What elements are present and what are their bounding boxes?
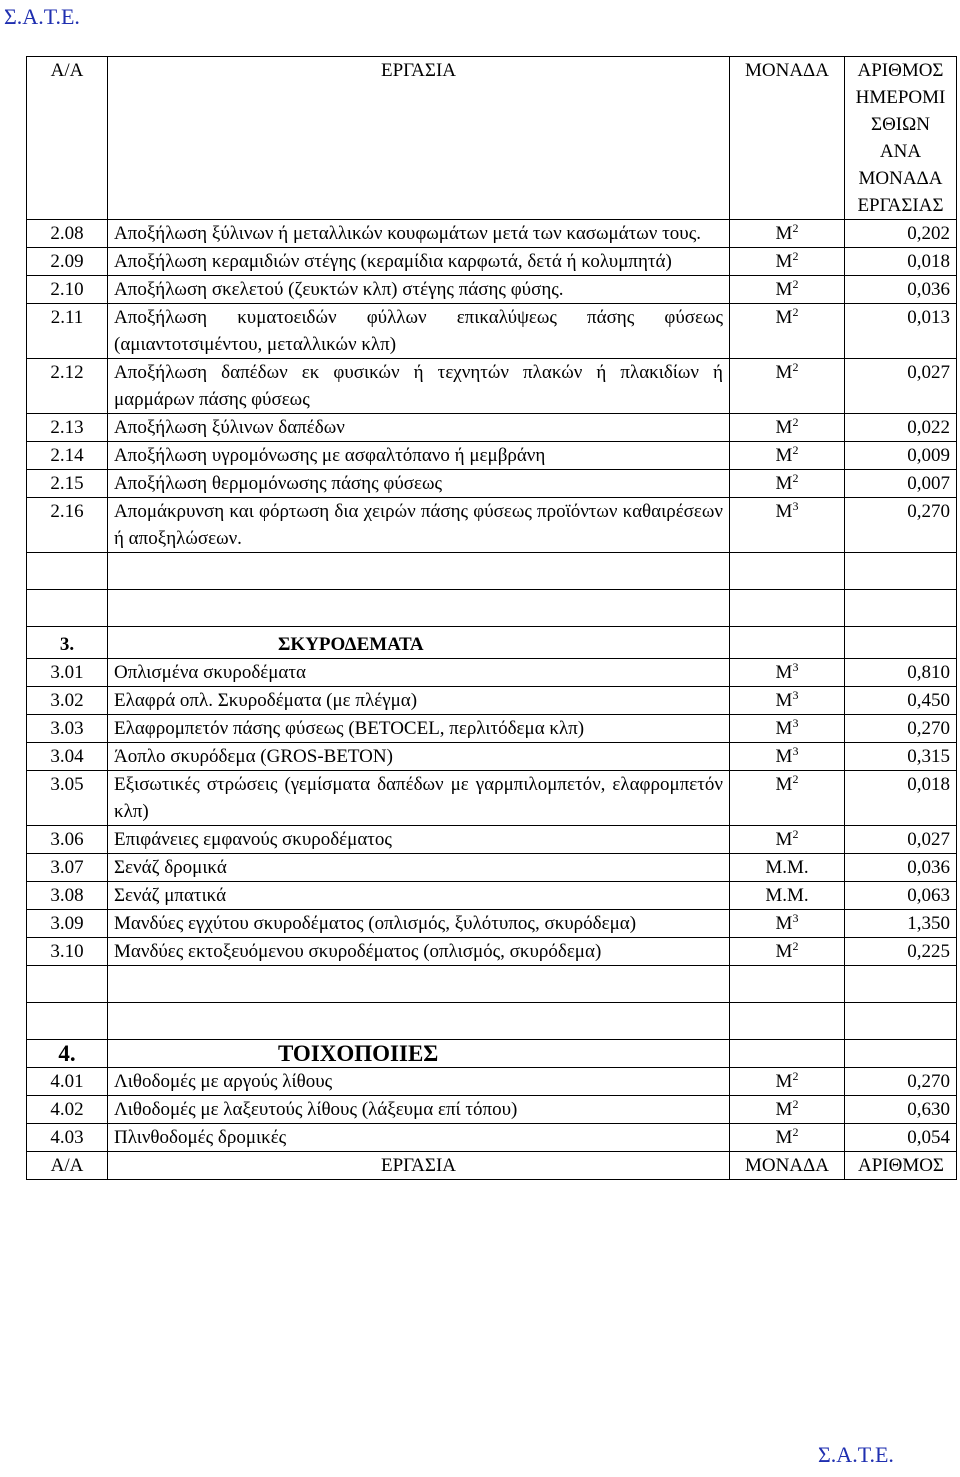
table-row (27, 1096, 957, 1124)
row-value: 0,630 (845, 1096, 957, 1124)
row-unit (730, 1068, 845, 1096)
unit-label: Μ (775, 279, 793, 300)
row-unit (730, 359, 845, 414)
unit-label: Μ (775, 913, 793, 934)
row-work: Λιθοδομές με αργούς λίθους (108, 1068, 730, 1096)
row-value: 0,450 (845, 687, 957, 715)
unit-label: Μ (775, 941, 793, 962)
unit-label: Μ (775, 662, 793, 683)
row-unit (730, 1124, 845, 1152)
row-value: 0,036 (845, 276, 957, 304)
header-value-line: ΣΘΙΩΝ (871, 114, 930, 135)
row-work: Μανδύες εγχύτου σκυροδέματος (οπλισμός, ξυλότυπος, σκυρόδεμα) (108, 910, 730, 938)
row-value: 0,007 (845, 470, 957, 498)
row-no: 2.08 (27, 220, 108, 248)
row-value: 0,315 (845, 743, 957, 771)
row-value: 0,270 (845, 715, 957, 743)
row-no: 2.14 (27, 442, 108, 470)
row-no: 3.07 (27, 854, 108, 882)
empty-row (27, 1003, 957, 1040)
table-row (27, 470, 957, 498)
row-unit (730, 715, 845, 743)
row-no: 2.13 (27, 414, 108, 442)
row-no: 3.09 (27, 910, 108, 938)
row-value: 0,225 (845, 938, 957, 966)
table-row (27, 359, 957, 414)
footer-value: ΑΡΙΘΜΟΣ (845, 1152, 957, 1180)
footer-no: Α/Α (27, 1152, 108, 1180)
header-work: ΕΡΓΑΣΙΑ (108, 57, 730, 220)
page-header: Σ.Α.Τ.Ε. (4, 4, 80, 29)
table-row (27, 498, 957, 553)
row-value: 0,063 (845, 882, 957, 910)
header-no: Α/Α (27, 57, 108, 220)
table-row (27, 938, 957, 966)
unit-exponent: 2 (792, 221, 799, 235)
table-row (27, 304, 957, 359)
section-title: ΣΚΥΡΟΔΕΜΑΤΑ (108, 627, 730, 659)
unit-exponent: 2 (792, 827, 799, 841)
row-no: 3.04 (27, 743, 108, 771)
row-unit (730, 910, 845, 938)
row-value: 0,270 (845, 1068, 957, 1096)
row-unit (730, 304, 845, 359)
row-no: 2.12 (27, 359, 108, 414)
section-title: ΤΟΙΧΟΠΟΙΙΕΣ (108, 1040, 730, 1068)
unit-exponent: 3 (792, 716, 799, 730)
row-work: Απομάκρυνση και φόρτωση δια χειρών πάσης φύσεως προϊόντων καθαιρέσεων ή αποξηλώσεων. (108, 498, 730, 553)
footer-work: ΕΡΓΑΣΙΑ (108, 1152, 730, 1180)
table-row (27, 248, 957, 276)
unit-label: Μ (775, 501, 793, 522)
row-work: Επιφάνειες εμφανούς σκυροδέματος (108, 826, 730, 854)
table-row (27, 687, 957, 715)
section-row (27, 1040, 957, 1068)
row-no: 4.02 (27, 1096, 108, 1124)
table-row (27, 220, 957, 248)
row-value: 0,270 (845, 498, 957, 553)
row-work: Οπλισμένα σκυροδέματα (108, 659, 730, 687)
row-no: 2.09 (27, 248, 108, 276)
table-row (27, 414, 957, 442)
row-no: 3.06 (27, 826, 108, 854)
empty-row (27, 553, 957, 590)
row-no: 2.15 (27, 470, 108, 498)
row-unit (730, 659, 845, 687)
unit-exponent: 3 (792, 744, 799, 758)
row-work: Αποξήλωση θερμομόνωσης πάσης φύσεως (108, 470, 730, 498)
row-work: Μανδύες εκτοξευόμενου σκυροδέματος (οπλισμός, σκυρόδεμα) (108, 938, 730, 966)
row-no: 3.10 (27, 938, 108, 966)
header-value-line: ΗΜΕΡΟΜΙ (855, 87, 946, 108)
row-no: 3.03 (27, 715, 108, 743)
unit-exponent: 2 (792, 415, 799, 429)
row-work: Αποξήλωση δαπέδων εκ φυσικών ή τεχνητών πλακών ή πλακιδίων ή μαρμάρων πάσης φύσεως (108, 359, 730, 414)
unit-exponent: 2 (792, 772, 799, 786)
unit-exponent: 3 (792, 660, 799, 674)
table-row (27, 910, 957, 938)
row-unit (730, 442, 845, 470)
unit-exponent: 2 (792, 443, 799, 457)
row-work: Αποξήλωση σκελετού (ζευκτών κλπ) στέγης πάσης φύσης. (108, 276, 730, 304)
table-row (27, 743, 957, 771)
unit-label: Μ (775, 223, 793, 244)
row-work: Αποξήλωση ξύλινων ή μεταλλικών κουφωμάτων μετά των κασωμάτων τους. (108, 220, 730, 248)
unit-exponent: 2 (792, 1069, 799, 1083)
row-value: 0,036 (845, 854, 957, 882)
row-unit (730, 414, 845, 442)
row-value: 1,350 (845, 910, 957, 938)
row-unit (730, 743, 845, 771)
section-row (27, 627, 957, 659)
page-footer: Σ.Α.Τ.Ε. (818, 1442, 894, 1467)
row-work: Αποξήλωση υγρομόνωσης με ασφαλτόπανο ή μεμβράνη (108, 442, 730, 470)
unit-exponent: 2 (792, 277, 799, 291)
row-unit (730, 687, 845, 715)
row-no: 3.05 (27, 771, 108, 826)
row-work: Σενάζ μπατικά (108, 882, 730, 910)
row-no: 4.03 (27, 1124, 108, 1152)
unit-label: Μ (775, 829, 793, 850)
unit-label: Μ (775, 445, 793, 466)
row-unit (730, 220, 845, 248)
row-work: Αποξήλωση κυματοειδών φύλλων επικαλύψεως πάσης φύσεως (αμιαντοτσιμέντου, μεταλλικών κλπ) (108, 304, 730, 359)
row-unit (730, 1096, 845, 1124)
row-value: 0,202 (845, 220, 957, 248)
row-value: 0,018 (845, 771, 957, 826)
unit-exponent: 2 (792, 249, 799, 263)
row-unit (730, 276, 845, 304)
empty-row (27, 966, 957, 1003)
unit-exponent: 2 (792, 1125, 799, 1139)
row-unit (730, 498, 845, 553)
unit-label: Μ (775, 417, 793, 438)
row-work: Σενάζ δρομικά (108, 854, 730, 882)
section-no: 3. (27, 627, 108, 659)
row-value: 0,018 (845, 248, 957, 276)
unit-label: Μ.Μ. (765, 857, 809, 878)
table-row (27, 826, 957, 854)
row-no: 4.01 (27, 1068, 108, 1096)
table-row (27, 276, 957, 304)
work-rates-table (26, 56, 957, 1180)
row-unit (730, 248, 845, 276)
row-unit (730, 826, 845, 854)
empty-row (27, 590, 957, 627)
table-footer-row (27, 1152, 957, 1180)
row-work: Άοπλο σκυρόδεμα (GROS-BETON) (108, 743, 730, 771)
unit-exponent: 2 (792, 939, 799, 953)
header-value-line: ΑΝΑ (879, 141, 922, 162)
table-row (27, 882, 957, 910)
table-header-row (27, 57, 957, 220)
row-unit (730, 771, 845, 826)
row-no: 3.08 (27, 882, 108, 910)
unit-label: Μ (775, 362, 793, 383)
row-no: 2.11 (27, 304, 108, 359)
row-value: 0,022 (845, 414, 957, 442)
unit-label: Μ (775, 1127, 793, 1148)
row-unit (730, 854, 845, 882)
unit-exponent: 2 (792, 471, 799, 485)
table-row (27, 771, 957, 826)
row-value: 0,013 (845, 304, 957, 359)
unit-exponent: 2 (792, 1097, 799, 1111)
header-value-line: ΜΟΝΑΔΑ (858, 168, 943, 189)
table-row (27, 715, 957, 743)
unit-exponent: 2 (792, 360, 799, 374)
unit-label: Μ (775, 473, 793, 494)
table-row (27, 854, 957, 882)
row-no: 2.16 (27, 498, 108, 553)
header-value-line: ΑΡΙΘΜΟΣ (857, 60, 944, 81)
row-value: 0,027 (845, 826, 957, 854)
unit-label: Μ.Μ. (765, 885, 809, 906)
row-work: Αποξήλωση ξύλινων δαπέδων (108, 414, 730, 442)
table-row (27, 1124, 957, 1152)
table-row (27, 442, 957, 470)
row-no: 3.02 (27, 687, 108, 715)
unit-label: Μ (775, 746, 793, 767)
unit-exponent: 3 (792, 499, 799, 513)
unit-exponent: 3 (792, 688, 799, 702)
row-unit (730, 882, 845, 910)
unit-exponent: 2 (792, 305, 799, 319)
unit-label: Μ (775, 1071, 793, 1092)
row-work: Ελαφρομπετόν πάσης φύσεως (BETOCEL, περλιτόδεμα κλπ) (108, 715, 730, 743)
unit-exponent: 3 (792, 911, 799, 925)
row-value: 0,054 (845, 1124, 957, 1152)
unit-label: Μ (775, 718, 793, 739)
table-row (27, 1068, 957, 1096)
unit-label: Μ (775, 1099, 793, 1120)
section-no: 4. (27, 1040, 108, 1068)
footer-unit: ΜΟΝΑΔΑ (730, 1152, 845, 1180)
unit-label: Μ (775, 251, 793, 272)
header-value-line: ΕΡΓΑΣΙΑΣ (857, 195, 944, 216)
row-work: Εξισωτικές στρώσεις (γεμίσματα δαπέδων με γαρμπιλομπετόν, ελαφρομπετόν κλπ) (108, 771, 730, 826)
table-row (27, 659, 957, 687)
row-value: 0,009 (845, 442, 957, 470)
row-work: Ελαφρά οπλ. Σκυροδέματα (με πλέγμα) (108, 687, 730, 715)
row-unit (730, 938, 845, 966)
row-work: Πλινθοδομές δρομικές (108, 1124, 730, 1152)
header-value (845, 57, 957, 220)
header-unit: ΜΟΝΑΔΑ (730, 57, 845, 220)
row-work: Αποξήλωση κεραμιδιών στέγης (κεραμίδια καρφωτά, δετά ή κολυμπητά) (108, 248, 730, 276)
row-no: 2.10 (27, 276, 108, 304)
row-unit (730, 470, 845, 498)
row-work: Λιθοδομές με λαξευτούς λίθους (λάξευμα επί τόπου) (108, 1096, 730, 1124)
unit-label: Μ (775, 690, 793, 711)
unit-label: Μ (775, 774, 793, 795)
unit-label: Μ (775, 307, 793, 328)
row-no: 3.01 (27, 659, 108, 687)
row-value: 0,810 (845, 659, 957, 687)
row-value: 0,027 (845, 359, 957, 414)
